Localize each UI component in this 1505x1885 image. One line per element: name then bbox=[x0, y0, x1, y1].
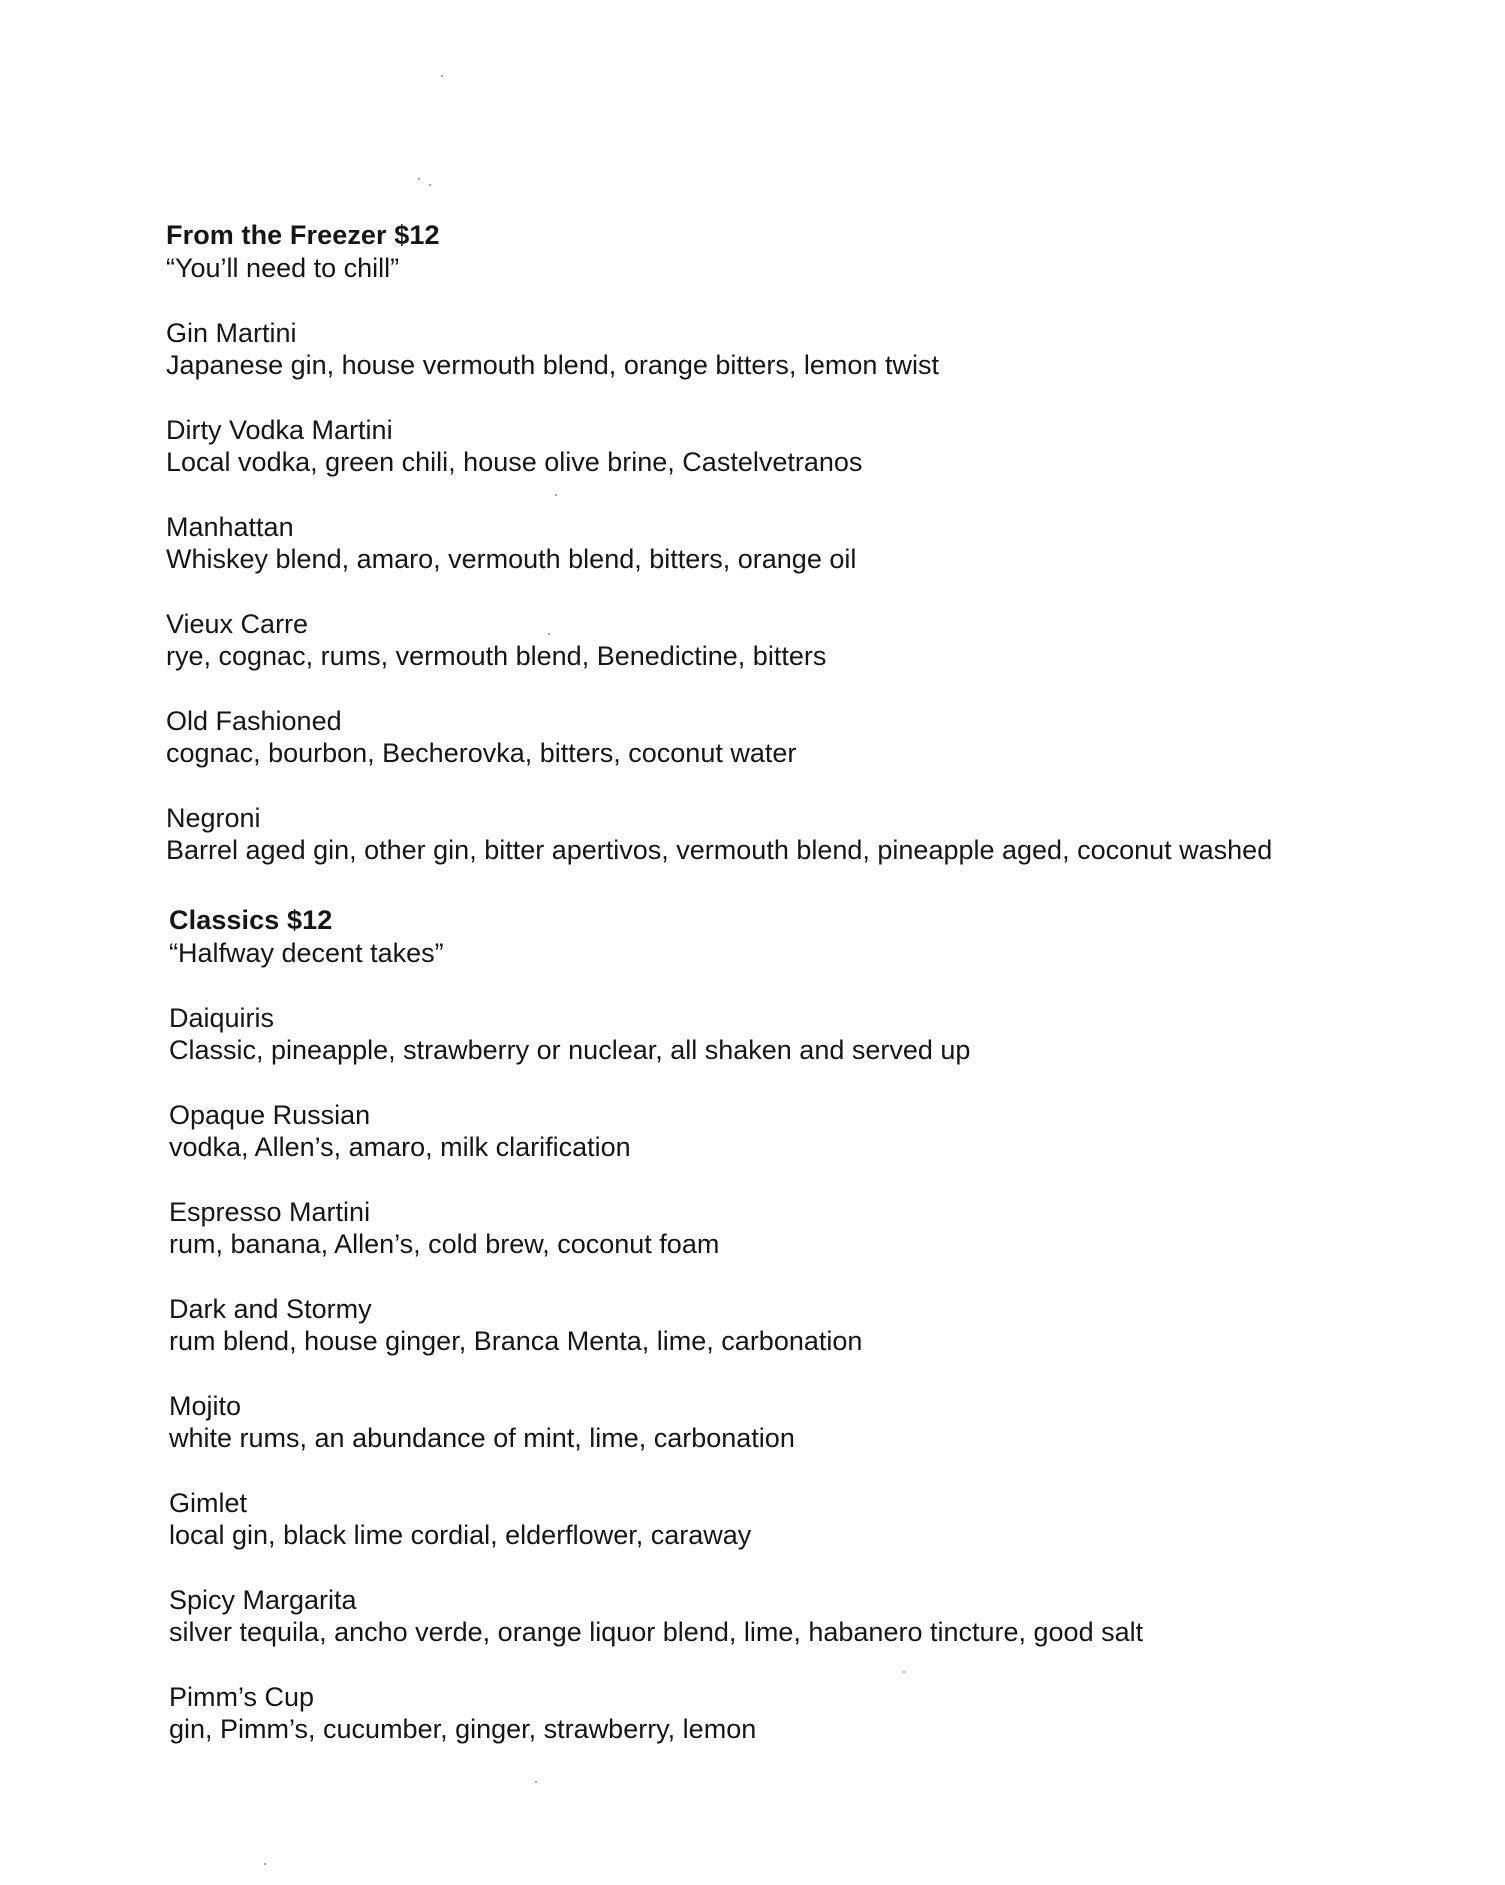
item-description: vodka, Allen’s, amaro, milk clarification bbox=[169, 1132, 631, 1162]
scan-speck bbox=[441, 75, 443, 77]
menu-item bbox=[169, 1487, 1369, 1551]
item-name: Old Fashioned bbox=[166, 706, 342, 736]
section-tagline: “Halfway decent takes” bbox=[169, 938, 444, 968]
item-description: Japanese gin, house vermouth blend, orange bitters, lemon twist bbox=[166, 350, 939, 380]
menu-item bbox=[166, 414, 1366, 478]
section-tagline: “You’ll need to chill” bbox=[166, 253, 400, 283]
item-name: Spicy Margarita bbox=[169, 1585, 357, 1615]
menu-item bbox=[169, 1099, 1369, 1163]
scan-speck bbox=[418, 178, 420, 180]
item-name: Dark and Stormy bbox=[169, 1294, 372, 1324]
item-description: Local vodka, green chili, house olive brine, Castelvetranos bbox=[166, 447, 863, 477]
item-name: Daiquiris bbox=[169, 1003, 275, 1033]
menu-item bbox=[166, 317, 1366, 381]
item-description: gin, Pimm’s, cucumber, ginger, strawberry, lemon bbox=[169, 1714, 757, 1744]
item-description: Barrel aged gin, other gin, bitter apertivos, vermouth blend, pineapple aged, coconut washed bbox=[166, 835, 1273, 865]
menu-item bbox=[169, 1002, 1369, 1066]
scan-speck bbox=[429, 184, 431, 186]
item-name: Manhattan bbox=[166, 512, 294, 542]
item-description: rum blend, house ginger, Branca Menta, lime, carbonation bbox=[169, 1326, 863, 1356]
menu-item bbox=[169, 1681, 1369, 1745]
menu-section-classics bbox=[169, 903, 1369, 1778]
item-name: Opaque Russian bbox=[169, 1100, 371, 1130]
scan-speck bbox=[535, 1781, 537, 1783]
item-name: Dirty Vodka Martini bbox=[166, 415, 393, 445]
menu-item bbox=[166, 705, 1366, 769]
item-description: white rums, an abundance of mint, lime, carbonation bbox=[169, 1423, 795, 1453]
item-description: Whiskey blend, amaro, vermouth blend, bitters, orange oil bbox=[166, 544, 857, 574]
item-name: Mojito bbox=[169, 1391, 242, 1421]
item-description: local gin, black lime cordial, elderflower, caraway bbox=[169, 1520, 752, 1550]
item-name: Vieux Carre bbox=[166, 609, 309, 639]
item-name: Pimm’s Cup bbox=[169, 1682, 315, 1712]
menu-item bbox=[166, 511, 1366, 575]
section-heading: Classics $12 bbox=[169, 905, 333, 935]
item-name: Gin Martini bbox=[166, 318, 297, 348]
item-description: cognac, bourbon, Becherovka, bitters, coconut water bbox=[166, 738, 797, 768]
item-name: Gimlet bbox=[169, 1488, 248, 1518]
menu-item bbox=[166, 608, 1366, 672]
item-description: rum, banana, Allen’s, cold brew, coconut foam bbox=[169, 1229, 720, 1259]
menu-item bbox=[169, 1390, 1369, 1454]
menu-item bbox=[169, 1196, 1369, 1260]
menu-section-freezer bbox=[166, 218, 1366, 899]
section-heading: From the Freezer $12 bbox=[166, 220, 440, 250]
menu-item bbox=[169, 1293, 1369, 1357]
scan-speck bbox=[264, 1863, 266, 1865]
item-name: Negroni bbox=[166, 803, 261, 833]
item-name: Espresso Martini bbox=[169, 1197, 371, 1227]
item-description: Classic, pineapple, strawberry or nuclear, all shaken and served up bbox=[169, 1035, 971, 1065]
item-description: silver tequila, ancho verde, orange liquor blend, lime, habanero tincture, good salt bbox=[169, 1617, 1144, 1647]
menu-item bbox=[169, 1584, 1369, 1648]
menu-item bbox=[166, 802, 1366, 866]
item-description: rye, cognac, rums, vermouth blend, Benedictine, bitters bbox=[166, 641, 827, 671]
